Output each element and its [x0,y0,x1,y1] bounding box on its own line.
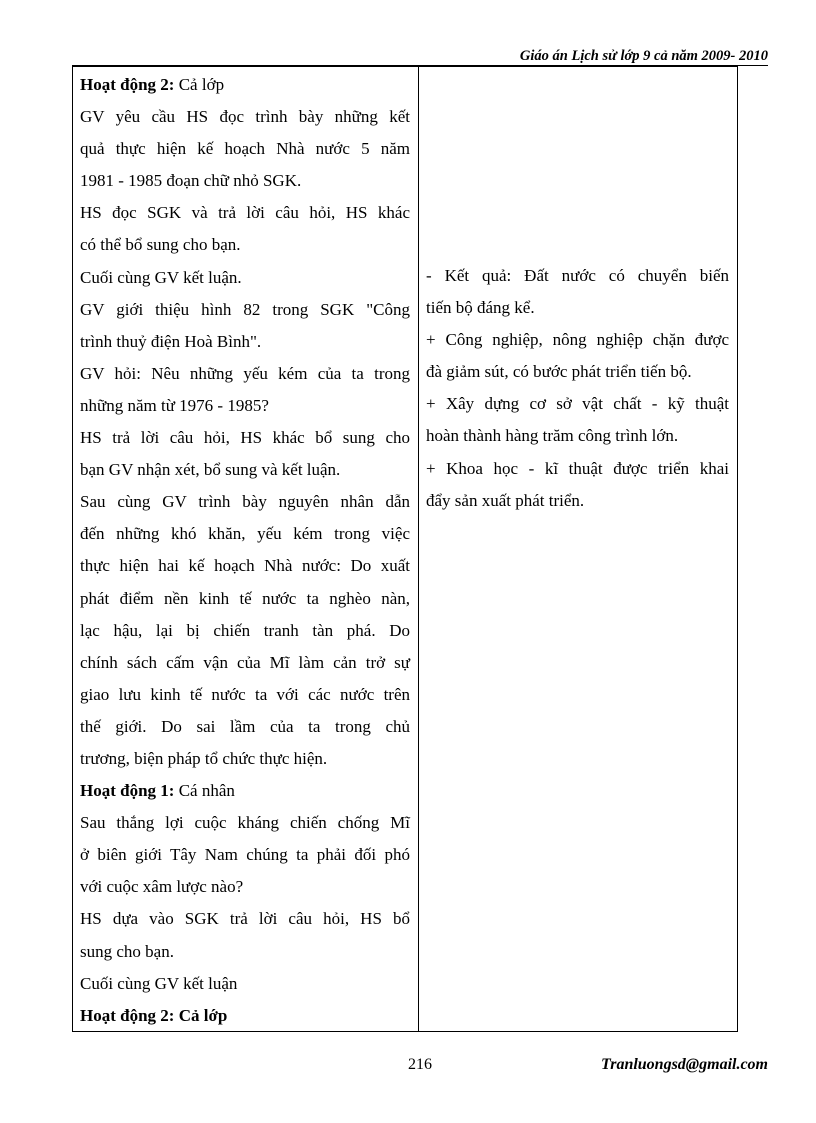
left-text-line [80,839,410,871]
line-text: sung cho bạn. [80,941,174,961]
right-text-line: tiến bộ đáng kể. [426,298,535,318]
left-text-line [80,229,410,261]
left-text-line [80,518,410,550]
line-text: HS đọc SGK và trả lời câu hỏi, HS khác [80,203,410,223]
left-text-line [80,1000,410,1032]
left-text-line [80,711,410,743]
line-text: HS trả lời câu hỏi, HS khác bổ sung cho [80,428,410,448]
left-text-line [80,743,410,775]
lesson-content-column [419,67,737,1031]
line-text: Cuối cùng GV kết luận. [80,267,242,287]
line-text: GV giới thiệu hình 82 trong SGK "Công [80,299,410,319]
left-text-line [80,197,410,229]
right-text-line: + Công nghiệp, nông nghiệp chặn được [426,330,729,350]
left-text-line [80,583,410,615]
right-text-line: - Kết quả: Đất nước có chuyển biến [426,266,729,285]
line-text: Sau thắng lợi cuộc kháng chiến chống Mĩ [80,813,410,833]
left-text-line [80,69,410,101]
line-text: ở biên giới Tây Nam chúng ta phải đối phó [80,845,410,865]
left-text-line [80,936,410,968]
left-text-line [80,326,410,358]
page-number: 216 [408,1056,432,1073]
page-header: Giáo án Lịch sử lớp 9 cả năm 2009- 2010 [72,47,768,66]
line-text: những năm từ 1976 - 1985? [80,395,269,415]
line-text: GV hỏi: Nêu những yếu kém của ta trong [80,363,410,383]
line-text: 1981 - 1985 đoạn chữ nhỏ SGK. [80,171,302,191]
left-text-line [80,679,410,711]
left-text-line [80,165,410,197]
right-text-line: + Khoa học - kĩ thuật được triển khai [426,458,729,478]
line-text: có thể bổ sung cho bạn. [80,235,241,255]
left-text-line [80,968,410,1000]
left-text-line [80,101,410,133]
activity-heading: Hoạt động 2: [80,75,175,94]
line-text: trương, biện pháp tổ chức thực hiện. [80,748,328,768]
left-text-line [80,454,410,486]
line-text: GV yêu cầu HS đọc trình bày những kết [80,107,410,127]
right-text-line: đà giảm sút, có bước phát triển tiến bộ. [426,362,692,382]
line-text: lạc hậu, lại bị chiến tranh tàn phá. Do [80,620,410,640]
line-text: Cả lớp [174,75,225,94]
author-email: Tranluongsd@gmail.com [601,1056,768,1073]
line-text: Cá nhân [174,781,235,801]
left-text-line [80,486,410,518]
line-text: phát điểm nền kinh tế nước ta nghèo nàn, [80,588,410,608]
right-text-line: đẩy sản xuất phát triển. [426,490,585,510]
teacher-student-activities-column [73,67,419,1031]
left-text-line [80,550,410,582]
left-text-line [80,903,410,935]
line-text: giao lưu kinh tế nước ta với các nước trên [80,684,410,704]
right-text-line: + Xây dựng cơ sở vật chất - kỹ thuật [426,394,729,414]
left-text-line [80,390,410,422]
left-text-line [80,871,410,903]
left-text-line [80,133,410,165]
line-text: với cuộc xâm lược nào? [80,877,244,897]
line-text: thế giới. Do sai lầm của ta trong chủ [80,716,410,736]
left-text-line [80,358,410,390]
line-text: HS dựa vào SGK trả lời câu hỏi, HS bổ [80,909,410,929]
line-text: Sau cùng GV trình bày nguyên nhân dẫn [80,492,410,512]
activity-heading: Hoạt động 2: Cả lớp [80,1005,228,1025]
line-text: thực hiện hai kế hoạch Nhà nước: Do xuất [80,556,410,576]
line-text: trình thuỷ điện Hoà Bình". [80,331,262,351]
left-text-line [80,422,410,454]
line-text: chính sách cấm vận của Mĩ làm cản trở sự [80,652,410,672]
line-text: quả thực hiện kế hoạch Nhà nước 5 năm [80,139,410,159]
lesson-table [72,66,738,1032]
left-text-line [80,647,410,679]
left-text-line [80,294,410,326]
left-text-line [80,775,410,807]
line-text: đến những khó khăn, yếu kém trong việc [80,524,410,544]
left-text-line [80,262,410,294]
line-text: bạn GV nhận xét, bổ sung và kết luận. [80,460,341,480]
line-text: Cuối cùng GV kết luận [80,973,238,993]
left-text-line [80,615,410,647]
right-text-line: hoàn thành hàng trăm công trình lớn. [426,426,679,446]
left-text-line [80,807,410,839]
activity-heading: Hoạt động 1: [80,781,175,801]
